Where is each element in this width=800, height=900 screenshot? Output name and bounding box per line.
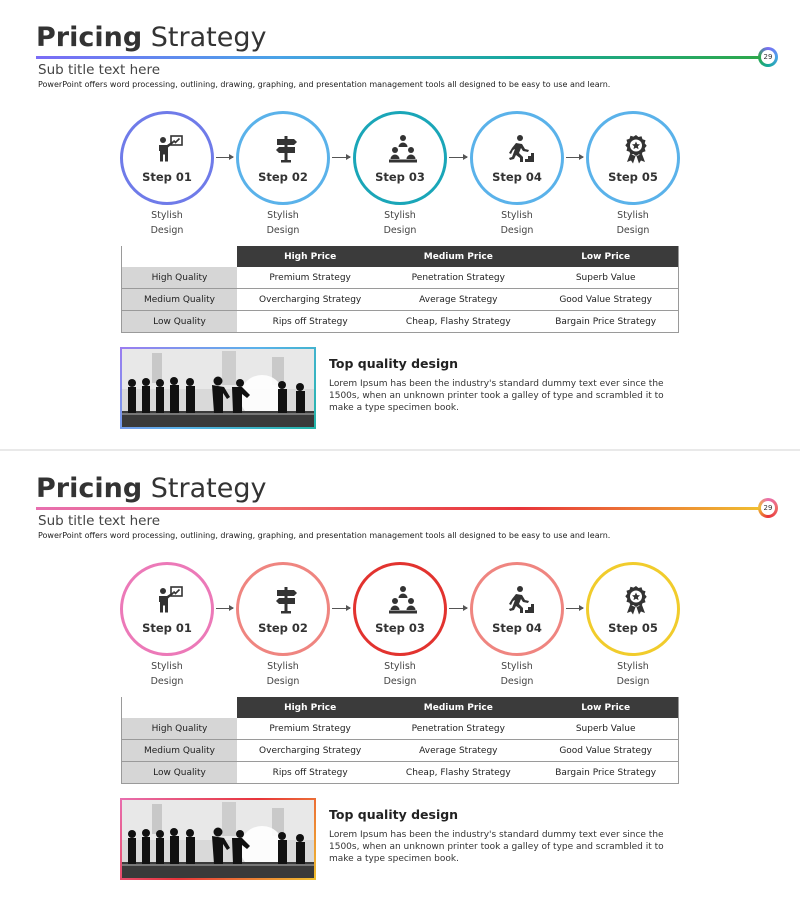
table-cell: Cheap, Flashy Strategy (383, 311, 533, 333)
table-cell: Superb Value (533, 718, 678, 740)
signpost-icon (271, 585, 301, 615)
step-caption (586, 209, 680, 238)
step-caption-line: Design (266, 675, 300, 687)
table-row (122, 311, 679, 333)
step-arrow (449, 157, 467, 158)
table-header-cell (122, 246, 238, 267)
step-label: Step 04 (492, 621, 542, 635)
team-icon (388, 134, 418, 164)
step-circle (120, 562, 214, 656)
step-arrow (566, 608, 583, 609)
step-caption-line: Design (616, 675, 650, 687)
row-header: Low Quality (122, 311, 238, 333)
step-circle (353, 562, 447, 656)
table-row (122, 267, 679, 289)
step-caption-line: Stylish (617, 661, 649, 672)
table-cell: Penetration Strategy (383, 718, 533, 740)
step-label: Step 03 (375, 170, 425, 184)
step-circle (586, 111, 680, 205)
step-caption (120, 660, 214, 689)
title-accent-line (36, 56, 762, 59)
step-circle (470, 111, 564, 205)
slide-title: Pricing Strategy (36, 473, 267, 504)
step-label: Step 05 (608, 621, 658, 635)
step-circle (353, 111, 447, 205)
table-row (122, 718, 679, 740)
table-row (122, 289, 679, 311)
feature-title: Top quality design (329, 356, 459, 371)
page-number: 29 (761, 50, 775, 64)
step-label: Step 02 (258, 621, 308, 635)
step-caption-line: Design (500, 224, 534, 236)
step-caption-line: Stylish (501, 661, 533, 672)
pricing-table (121, 246, 679, 333)
table-cell: Average Strategy (383, 740, 533, 762)
step-circle (236, 562, 330, 656)
table-cell: Superb Value (533, 267, 678, 289)
table-cell: Cheap, Flashy Strategy (383, 762, 533, 784)
step-caption-line: Design (383, 224, 417, 236)
step-circle (236, 111, 330, 205)
step-caption (236, 209, 330, 238)
step-circle (470, 562, 564, 656)
table-cell: Rips off Strategy (237, 311, 383, 333)
step-arrow (449, 608, 467, 609)
row-header: Medium Quality (122, 289, 238, 311)
step-label: Step 04 (492, 170, 542, 184)
business-team-photo (122, 349, 314, 427)
step-label: Step 02 (258, 170, 308, 184)
table-header-cell: High Price (237, 246, 383, 267)
step-caption-line: Stylish (617, 210, 649, 221)
step-arrow (216, 157, 233, 158)
row-header: High Quality (122, 267, 238, 289)
step-caption-line: Stylish (267, 661, 299, 672)
table-header-cell: Medium Price (383, 697, 533, 718)
climbing-stairs-icon (505, 134, 535, 164)
step-caption-line: Design (150, 675, 184, 687)
step-circle (586, 562, 680, 656)
table-header-cell: Low Price (533, 697, 678, 718)
table-cell: Good Value Strategy (533, 289, 678, 311)
step-arrow (332, 157, 350, 158)
slide-blue (0, 0, 800, 449)
step-caption (236, 660, 330, 689)
table-cell: Average Strategy (383, 289, 533, 311)
step-caption (353, 660, 447, 689)
table-cell: Bargain Price Strategy (533, 311, 678, 333)
table-cell: Premium Strategy (237, 718, 383, 740)
page-number-badge (758, 498, 778, 518)
table-cell: Penetration Strategy (383, 267, 533, 289)
step-caption (120, 209, 214, 238)
climbing-stairs-icon (505, 585, 535, 615)
step-caption (586, 660, 680, 689)
step-circle (120, 111, 214, 205)
step-label: Step 01 (142, 170, 192, 184)
table-header-cell: Medium Price (383, 246, 533, 267)
step-label: Step 03 (375, 621, 425, 635)
step-caption-line: Stylish (151, 210, 183, 221)
award-badge-icon (621, 585, 651, 615)
business-team-photo (122, 800, 314, 878)
step-caption-line: Stylish (384, 210, 416, 221)
table-cell: Premium Strategy (237, 267, 383, 289)
table-cell: Bargain Price Strategy (533, 762, 678, 784)
award-badge-icon (621, 134, 651, 164)
step-arrow (332, 608, 350, 609)
feature-body: Lorem Ipsum has been the industry's standard dummy text ever since the 1500s, when an unknown printer took a galley of type and scrambled it to make a type specimen book. (329, 379, 664, 413)
description: PowerPoint offers word processing, outlining, drawing, graphing, and presentation management tools all designed to be easy to use and learn. (38, 80, 611, 89)
row-header: High Quality (122, 718, 238, 740)
presenter-check-icon (155, 585, 185, 615)
page-number: 29 (761, 501, 775, 515)
step-caption-line: Stylish (151, 661, 183, 672)
table-cell: Good Value Strategy (533, 740, 678, 762)
step-caption-line: Design (500, 675, 534, 687)
step-caption-line: Stylish (501, 210, 533, 221)
step-caption-line: Design (150, 224, 184, 236)
table-row (122, 762, 679, 784)
table-header-row (122, 697, 679, 718)
step-arrow (216, 608, 233, 609)
feature-body: Lorem Ipsum has been the industry's standard dummy text ever since the 1500s, when an unknown printer took a galley of type and scrambled it to make a type specimen book. (329, 830, 664, 864)
subtitle: Sub title text here (38, 62, 161, 78)
row-header: Low Quality (122, 762, 238, 784)
table-header-cell (122, 697, 238, 718)
row-header: Medium Quality (122, 740, 238, 762)
step-label: Step 05 (608, 170, 658, 184)
step-caption (470, 209, 564, 238)
step-caption-line: Design (616, 224, 650, 236)
table-header-cell: Low Price (533, 246, 678, 267)
team-photo-frame (120, 347, 316, 429)
slide-red (0, 451, 800, 900)
pricing-table (121, 697, 679, 784)
table-cell: Overcharging Strategy (237, 740, 383, 762)
step-arrow (566, 157, 583, 158)
subtitle: Sub title text here (38, 513, 161, 529)
step-caption-line: Stylish (384, 661, 416, 672)
table-row (122, 740, 679, 762)
step-label: Step 01 (142, 621, 192, 635)
presenter-check-icon (155, 134, 185, 164)
step-caption-line: Design (383, 675, 417, 687)
step-caption (353, 209, 447, 238)
step-caption-line: Stylish (267, 210, 299, 221)
table-header-cell: High Price (237, 697, 383, 718)
feature-title: Top quality design (329, 807, 459, 822)
title-accent-line (36, 507, 762, 510)
description: PowerPoint offers word processing, outlining, drawing, graphing, and presentation management tools all designed to be easy to use and learn. (38, 531, 611, 540)
table-header-row (122, 246, 679, 267)
slide-title: Pricing Strategy (36, 22, 267, 53)
team-icon (388, 585, 418, 615)
step-caption (470, 660, 564, 689)
team-photo-frame (120, 798, 316, 880)
table-cell: Rips off Strategy (237, 762, 383, 784)
page-number-badge (758, 47, 778, 67)
table-cell: Overcharging Strategy (237, 289, 383, 311)
signpost-icon (271, 134, 301, 164)
step-caption-line: Design (266, 224, 300, 236)
